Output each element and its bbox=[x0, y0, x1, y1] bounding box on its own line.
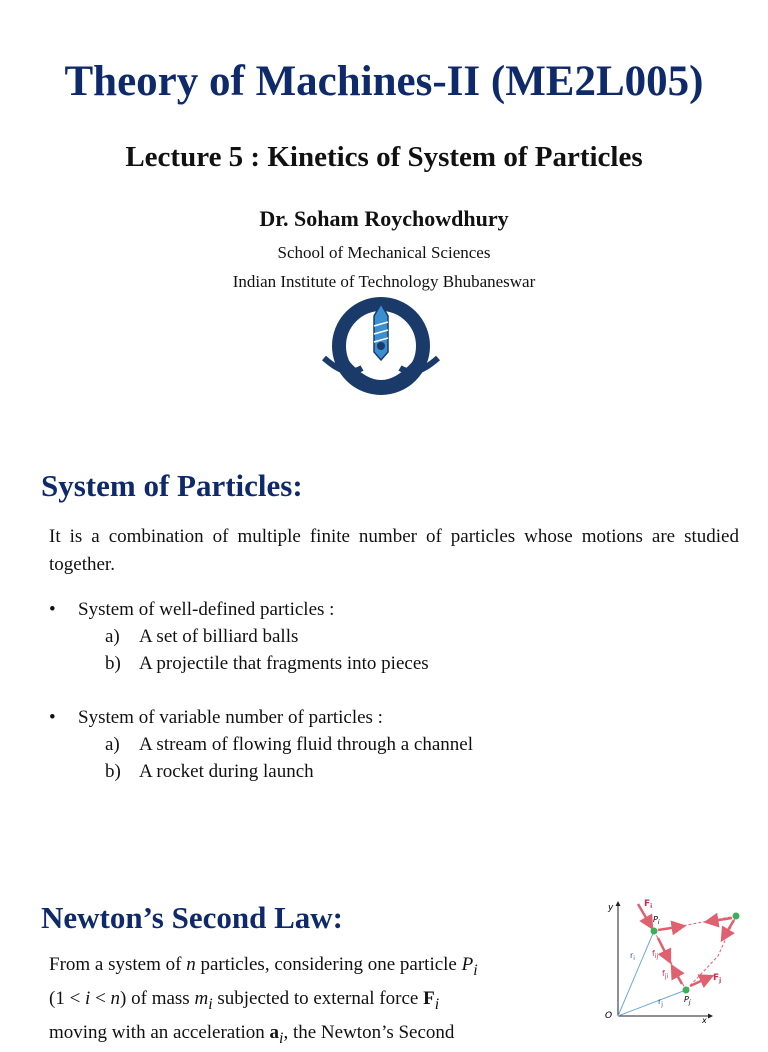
list-label: b) bbox=[105, 761, 121, 782]
institute-name: Indian Institute of Technology Bhubaneswar bbox=[232, 272, 536, 291]
section-heading-newtons-second-law: Newton’s Second Law: bbox=[41, 900, 343, 935]
bullet-dot: • bbox=[49, 599, 56, 620]
bullet-text: System of well-defined particles : bbox=[78, 599, 335, 620]
position-vector-ri bbox=[618, 931, 654, 1016]
math-p: P bbox=[461, 954, 474, 975]
text-run: < bbox=[90, 987, 111, 1009]
math-sub: i bbox=[473, 961, 478, 979]
math-m: m bbox=[194, 987, 209, 1009]
Pj-label: $P_j$ bbox=[684, 995, 691, 1006]
math-i: i bbox=[85, 987, 91, 1009]
Pi-label: $P_i$ bbox=[653, 915, 660, 926]
origin-label: O bbox=[605, 1011, 613, 1021]
x-axis-label: x bbox=[702, 1016, 707, 1025]
bullet-text: System of variable number of particles : bbox=[78, 707, 383, 728]
rj-label: $r_j$ bbox=[658, 997, 663, 1008]
math-sub: i bbox=[208, 995, 213, 1013]
math-sub: i bbox=[279, 1029, 284, 1047]
list-label: a) bbox=[105, 734, 120, 755]
newton-paragraph bbox=[49, 951, 569, 1052]
external-force-Fj-arrow bbox=[690, 976, 712, 986]
math-n: n bbox=[110, 987, 121, 1009]
interaction-arrow bbox=[658, 926, 684, 930]
particle bbox=[733, 913, 740, 920]
section-heading-system-of-particles: System of Particles: bbox=[41, 468, 303, 503]
Fi-label: $F_i$ bbox=[644, 899, 653, 910]
math-n: n bbox=[186, 954, 196, 975]
list-label: a) bbox=[105, 626, 120, 647]
text-run: , the Newton’s Second bbox=[283, 1021, 455, 1043]
list-text: A projectile that fragments into pieces bbox=[139, 653, 429, 674]
particle-pi bbox=[651, 928, 658, 935]
ri-label: $r_i$ bbox=[630, 951, 635, 962]
fij-label: $f_{ij}$ bbox=[652, 949, 659, 960]
list-text: A set of billiard balls bbox=[139, 626, 299, 647]
interaction-arrow bbox=[722, 920, 734, 940]
iit-bhubaneswar-logo-icon bbox=[322, 296, 440, 408]
particle-system-diagram bbox=[602, 896, 752, 1024]
internal-force-fij-arrow bbox=[658, 938, 670, 962]
Fj-label: $F_j$ bbox=[713, 973, 722, 984]
math-F: F bbox=[423, 987, 435, 1009]
interaction-arrow bbox=[706, 918, 732, 922]
text-run: ) of mass bbox=[120, 987, 195, 1009]
text-run: From a system of bbox=[49, 954, 187, 975]
text-run: particles, considering one particle bbox=[195, 954, 462, 975]
internal-force-fji-arrow bbox=[672, 966, 682, 984]
particle-pj bbox=[683, 987, 690, 994]
school-name: School of Mechanical Sciences bbox=[277, 243, 491, 262]
author-name: Dr. Soham Roychowdhury bbox=[259, 206, 509, 231]
y-axis-label: y bbox=[608, 903, 614, 913]
list-text: A stream of flowing fluid through a channel bbox=[139, 734, 474, 755]
definition-paragraph: It is a combination of multiple finite number of particles whose motions are studied together. bbox=[49, 526, 739, 575]
main-title: Theory of Machines-II (ME2L005) bbox=[64, 58, 704, 105]
position-vector-rj bbox=[618, 990, 686, 1016]
fji-label: $f_{ji}$ bbox=[662, 969, 669, 980]
math-sub: i bbox=[434, 995, 440, 1013]
list-label: b) bbox=[105, 653, 121, 674]
text-run: subjected to external force bbox=[212, 987, 424, 1009]
text-run: (1 < bbox=[49, 987, 86, 1009]
text-run: moving with an acceleration bbox=[49, 1021, 270, 1043]
bullet-dot: • bbox=[49, 707, 56, 728]
math-a: a bbox=[269, 1021, 280, 1043]
lecture-title: Lecture 5 : Kinetics of System of Particles bbox=[125, 141, 643, 173]
list-text: A rocket during launch bbox=[139, 761, 314, 782]
